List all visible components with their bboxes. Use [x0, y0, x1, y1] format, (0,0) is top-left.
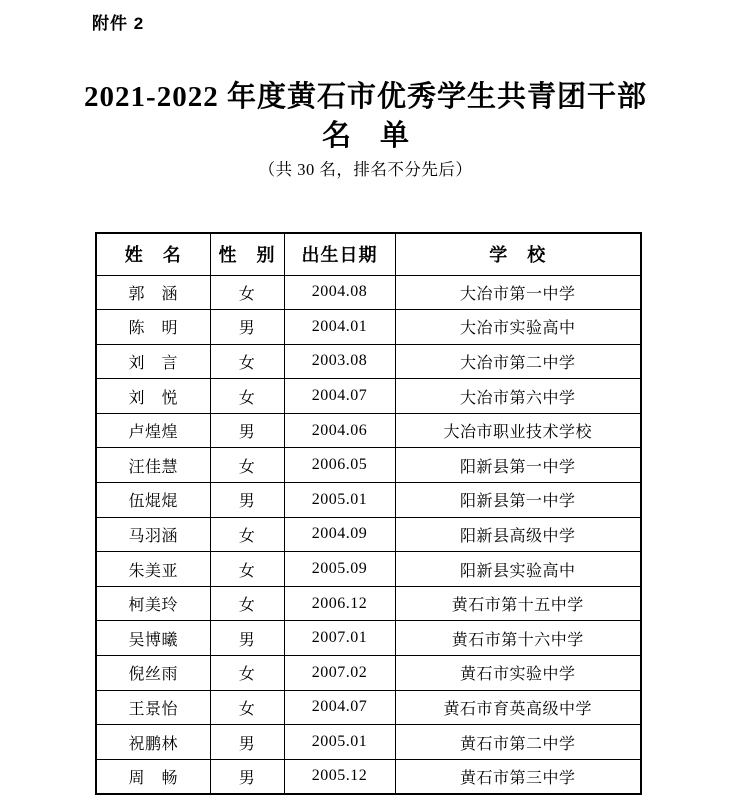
header-cell-birth: 出生日期: [284, 233, 395, 275]
cell-name: 周 畅: [96, 759, 210, 794]
cell-gender: 男: [210, 759, 284, 794]
table-row: [96, 552, 641, 587]
cell-name: 陈 明: [96, 310, 210, 345]
cell-name: 刘 悦: [96, 379, 210, 414]
student-roster-table: [95, 232, 642, 795]
cell-gender: 女: [210, 552, 284, 587]
cell-school: 阳新县实验高中: [395, 552, 641, 587]
cell-birth: 2005.01: [284, 725, 395, 760]
cell-gender: 男: [210, 413, 284, 448]
cell-school: 黄石市育英高级中学: [395, 690, 641, 725]
table-row: [96, 690, 641, 725]
cell-gender: 男: [210, 483, 284, 518]
cell-school: 阳新县高级中学: [395, 517, 641, 552]
table-header: [96, 233, 641, 275]
cell-school: 黄石市第十五中学: [395, 586, 641, 621]
cell-birth: 2004.01: [284, 310, 395, 345]
cell-name: 吴博曦: [96, 621, 210, 656]
cell-gender: 男: [210, 310, 284, 345]
cell-gender: 女: [210, 517, 284, 552]
cell-gender: 女: [210, 690, 284, 725]
cell-gender: 女: [210, 379, 284, 414]
cell-school: 黄石市实验中学: [395, 656, 641, 691]
cell-birth: 2005.12: [284, 759, 395, 794]
cell-school: 大冶市职业技术学校: [395, 413, 641, 448]
cell-name: 柯美玲: [96, 586, 210, 621]
table-row: [96, 344, 641, 379]
cell-gender: 男: [210, 621, 284, 656]
cell-name: 伍焜焜: [96, 483, 210, 518]
table-row: [96, 310, 641, 345]
cell-school: 大冶市第一中学: [395, 275, 641, 310]
cell-name: 郭 涵: [96, 275, 210, 310]
cell-gender: 女: [210, 656, 284, 691]
cell-school: 黄石市第二中学: [395, 725, 641, 760]
table-row: [96, 759, 641, 794]
attachment-label: 附件 2: [92, 14, 145, 33]
cell-gender: 女: [210, 344, 284, 379]
cell-name: 祝鹏林: [96, 725, 210, 760]
cell-birth: 2007.02: [284, 656, 395, 691]
cell-school: 阳新县第一中学: [395, 483, 641, 518]
table-row: [96, 586, 641, 621]
cell-name: 刘 言: [96, 344, 210, 379]
table-row: [96, 656, 641, 691]
table-row: [96, 275, 641, 310]
cell-birth: 2005.01: [284, 483, 395, 518]
cell-birth: 2006.05: [284, 448, 395, 483]
cell-birth: 2004.09: [284, 517, 395, 552]
cell-birth: 2006.12: [284, 586, 395, 621]
cell-birth: 2007.01: [284, 621, 395, 656]
table-row: [96, 448, 641, 483]
cell-name: 王景怡: [96, 690, 210, 725]
cell-birth: 2004.07: [284, 690, 395, 725]
table-row: [96, 621, 641, 656]
table-row: [96, 483, 641, 518]
cell-birth: 2004.07: [284, 379, 395, 414]
document-title-line2: 名 单: [321, 120, 409, 152]
table-header-row: [96, 233, 641, 275]
cell-name: 汪佳慧: [96, 448, 210, 483]
cell-birth: 2004.08: [284, 275, 395, 310]
cell-birth: 2003.08: [284, 344, 395, 379]
cell-name: 朱美亚: [96, 552, 210, 587]
cell-gender: 男: [210, 725, 284, 760]
cell-school: 大冶市第二中学: [395, 344, 641, 379]
cell-name: 倪丝雨: [96, 656, 210, 691]
cell-name: 卢煌煌: [96, 413, 210, 448]
header-cell-name: 姓 名: [96, 233, 210, 275]
document-title-line1: 2021-2022 年度黄石市优秀学生共青团干部: [84, 81, 647, 113]
cell-name: 马羽涵: [96, 517, 210, 552]
student-table-body: [96, 275, 641, 794]
cell-birth: 2005.09: [284, 552, 395, 587]
table-row: [96, 725, 641, 760]
cell-gender: 女: [210, 275, 284, 310]
cell-school: 黄石市第十六中学: [395, 621, 641, 656]
document-subtitle: （共 30 名，排名不分先后）: [258, 160, 473, 179]
header-cell-gender: 性 别: [210, 233, 284, 275]
header-cell-school: 学 校: [395, 233, 641, 275]
cell-school: 大冶市实验高中: [395, 310, 641, 345]
table-row: [96, 379, 641, 414]
table-row: [96, 517, 641, 552]
cell-school: 黄石市第三中学: [395, 759, 641, 794]
cell-school: 阳新县第一中学: [395, 448, 641, 483]
table-row: [96, 413, 641, 448]
cell-gender: 女: [210, 586, 284, 621]
cell-school: 大冶市第六中学: [395, 379, 641, 414]
cell-gender: 女: [210, 448, 284, 483]
cell-birth: 2004.06: [284, 413, 395, 448]
